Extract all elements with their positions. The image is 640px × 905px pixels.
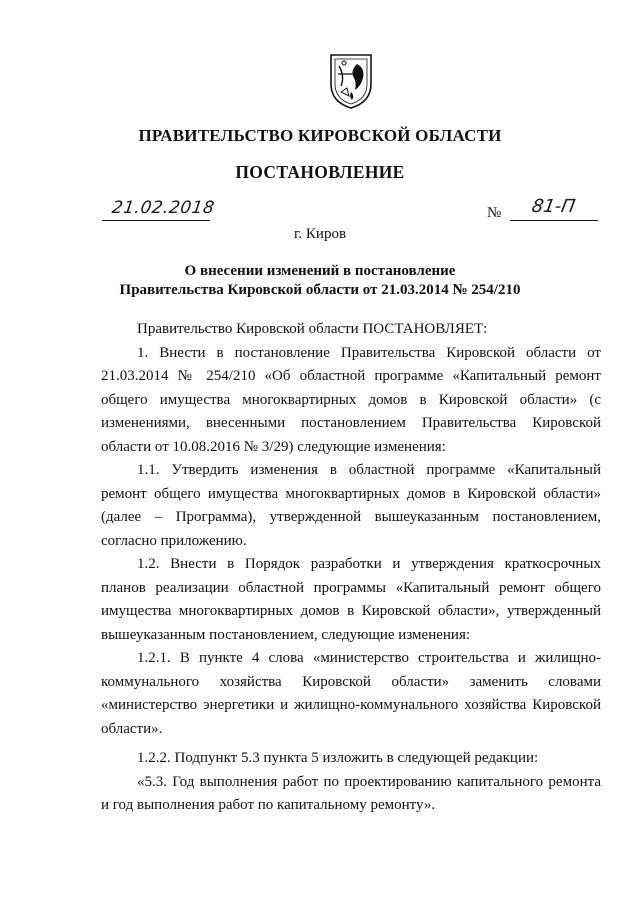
body-paragraph: 1.2.2. Подпункт 5.3 пункта 5 изложить в следующей редакции: <box>137 750 539 766</box>
document-subject <box>0 262 640 300</box>
document-date: 21.02.2018 <box>110 198 216 218</box>
body-paragraph: 1. Внести в постановление Правительства Кировской области от 21.03.2014 № 254/210 «Об областной программе «Капитальный ремонт общего имущества многоквартирных домов в Кировской области» (с изменениями, внесенными постановлением Правительства Кировской области от 10.08.2016 № 3/29) следующие изменения: <box>101 344 601 455</box>
body-paragraph: «5.3. Год выполнения работ по проектированию капитального ремонта и год выполнения работ по капитальному ремонту». <box>101 773 601 813</box>
document-body <box>101 318 601 818</box>
city: г. Киров <box>293 226 347 242</box>
body-paragraph: Правительство Кировской области ПОСТАНОВЛЯЕТ: <box>137 321 488 337</box>
subject-line-2: Правительства Кировской области от 21.03.2014 № 254/210 <box>119 282 521 298</box>
subject-line-1: О внесении изменений в постановление <box>184 263 456 279</box>
government-name: ПРАВИТЕЛЬСТВО КИРОВСКОЙ ОБЛАСТИ <box>138 126 502 145</box>
number-label: № <box>487 205 502 221</box>
document-type: ПОСТАНОВЛЕНИЕ <box>235 162 405 182</box>
body-paragraph: 1.1. Утвердить изменения в областной программе «Капитальный ремонт общего имущества многоквартирных домов в Кировской области» (далее – Программа), утвержденной вышеуказанным постановлением, согласно приложению. <box>101 462 601 549</box>
document-number: 81-П <box>530 196 577 217</box>
body-paragraph: 1.2. Внести в Порядок разработки и утверждения краткосрочных планов реализации областной программы «Капитальный ремонт общего имущества многоквартирных домов в Кировской области», утвержденный вышеуказанным постановлением, следующие изменения: <box>101 556 601 643</box>
body-paragraph: 1.2.1. В пункте 4 слова «министерство строительства и жилищно-коммунального хозяйства Кировской области» заменить словами «министерство энергетики и жилищно-коммунального хозяйства Кировской области». <box>101 650 601 737</box>
kirov-coat-of-arms-icon <box>327 52 375 110</box>
